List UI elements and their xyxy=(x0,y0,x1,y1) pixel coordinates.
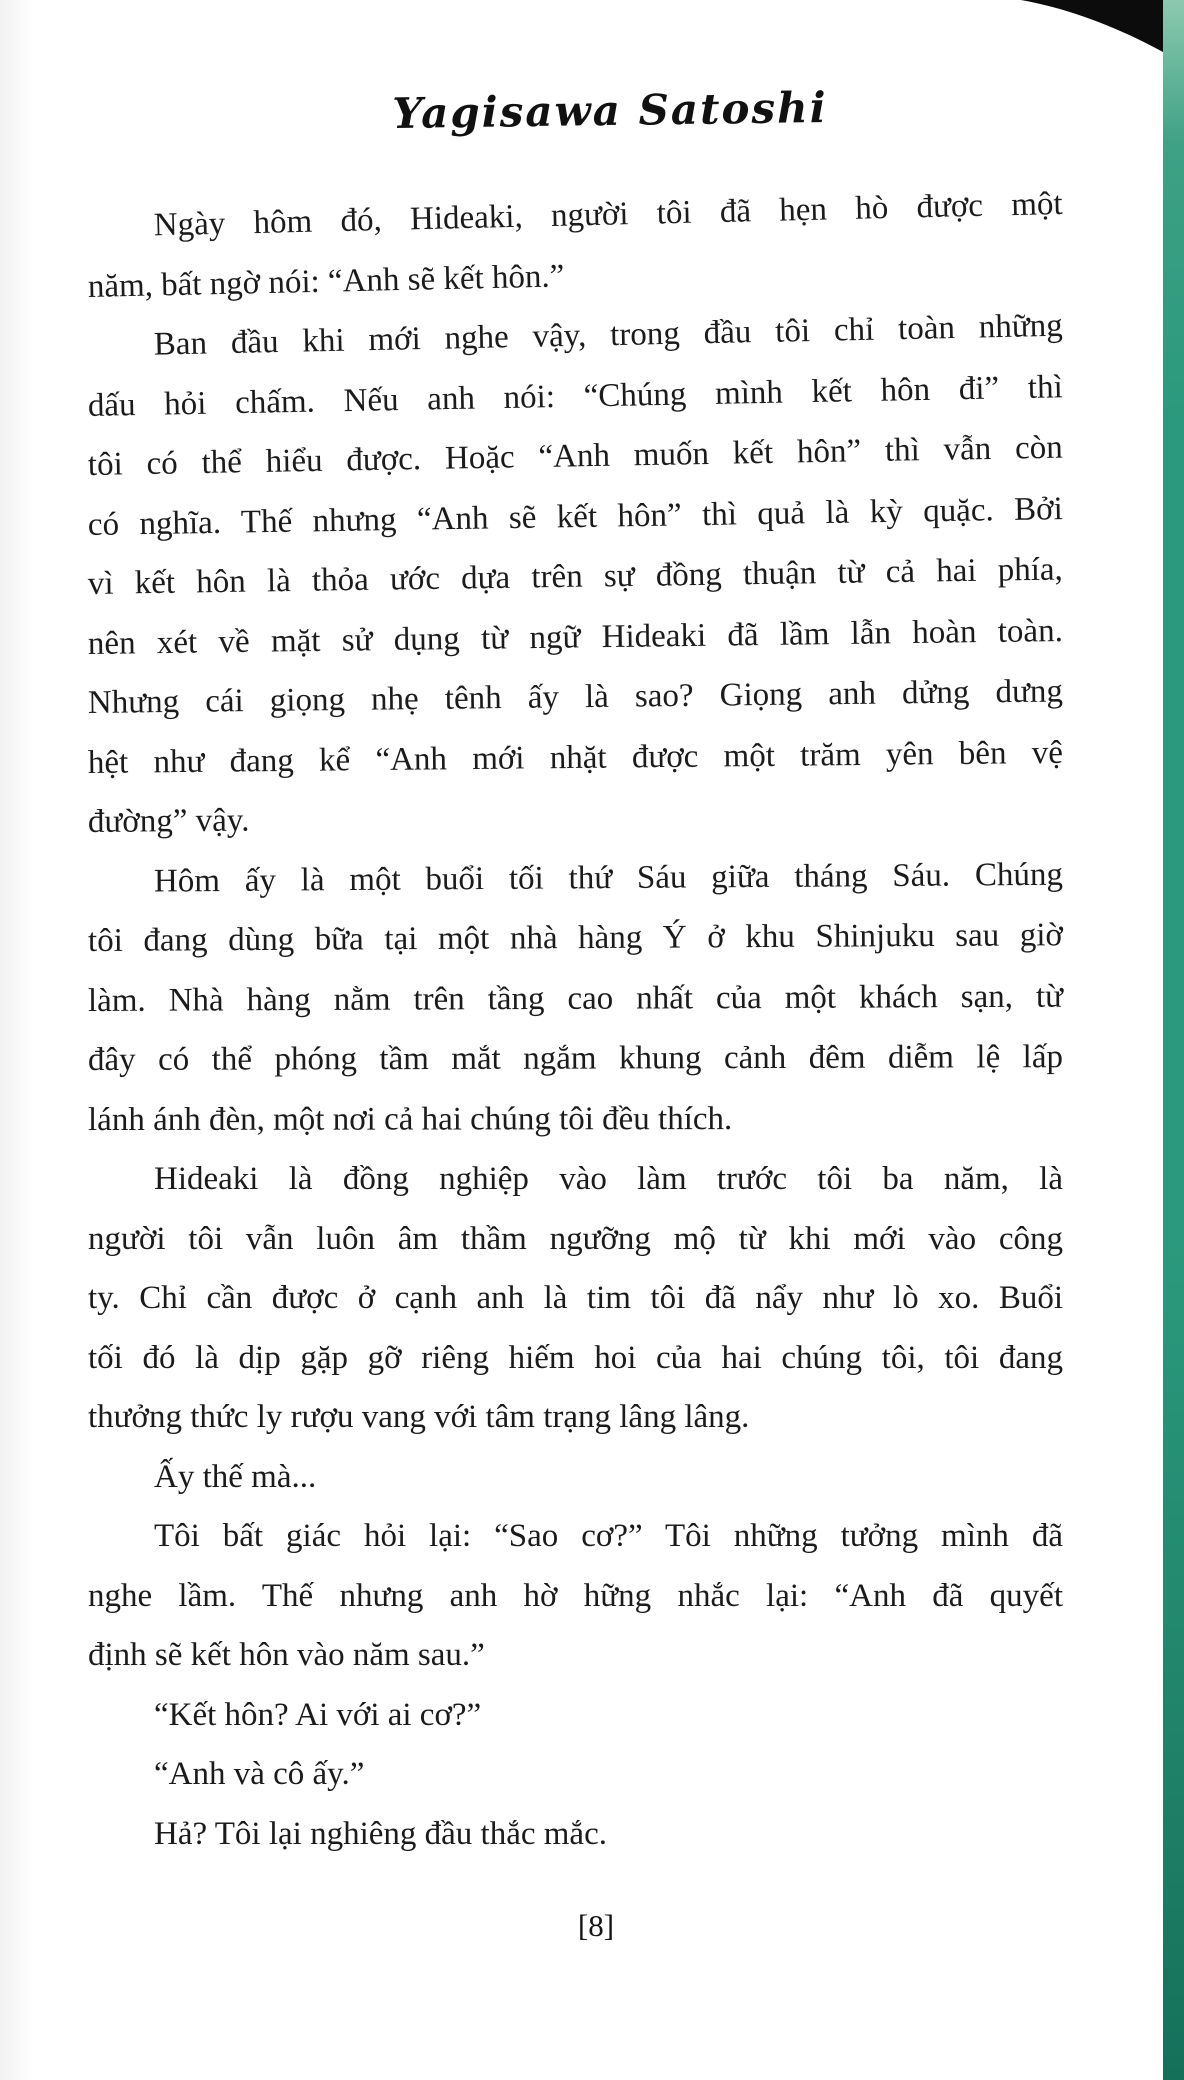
text-line: “Anh và cô ấy.” xyxy=(154,1756,365,1792)
text-line: Hôm ấy là một buổi tối thứ Sáu giữa tháng Sáu. Chúng xyxy=(153,856,1064,900)
text-line: hệt như đang kể “Anh mới nhặt được một trăm yên bên vệ xyxy=(87,734,1064,781)
text-line: tôi đang dùng bữa tại một nhà hàng Ý ở khu Shinjuku sau giờ xyxy=(87,917,1064,959)
text-line: lánh ánh đèn, một nơi cả hai chúng tôi đều thích. xyxy=(87,1100,733,1138)
text-line: Hideaki là đồng nghiệp vào làm trước tôi ba năm, là xyxy=(154,1161,1063,1197)
text-line: Tôi bất giác hỏi lại: “Sao cơ?” Tôi những tưởng mình đã xyxy=(154,1518,1063,1554)
text-line: nên xét về mặt sử dụng từ ngữ Hideaki đã lầm lẫn hoàn toàn. xyxy=(87,612,1064,662)
text-line: định sẽ kết hôn vào năm sau.” xyxy=(88,1637,485,1673)
text-line: đường” vậy. xyxy=(87,802,250,840)
author-header: Yagisawa Satoshi xyxy=(392,82,828,139)
text-line: vì kết hôn là thỏa ước dựa trên sự đồng thuận từ cả hai phía, xyxy=(87,551,1064,602)
page-corner-shadow xyxy=(1021,0,1163,66)
page-number: [8] xyxy=(577,1908,615,1943)
body-text xyxy=(87,185,1064,1864)
text-line: người tôi vẫn luôn âm thầm ngưỡng mộ từ khi mới vào công xyxy=(88,1220,1063,1257)
text-line: Hả? Tôi lại nghiêng đầu thắc mắc. xyxy=(154,1815,607,1852)
text-line: Ban đầu khi mới nghe vậy, trong đầu tôi chỉ toàn những xyxy=(153,307,1064,363)
text-line: nghe lầm. Thế nhưng anh hờ hững nhắc lại: “Anh đã quyết xyxy=(88,1577,1063,1614)
text-line: Ấy thế mà... xyxy=(154,1458,317,1495)
text-line: tôi có thể hiểu được. Hoặc “Anh muốn kết hôn” thì vẫn còn xyxy=(87,429,1064,483)
page-left-shading xyxy=(0,0,34,2080)
text-line: Ngày hôm đó, Hideaki, người tôi đã hẹn hò được một xyxy=(153,185,1063,244)
text-line: năm, bất ngờ nói: “Anh sẽ kết hôn.” xyxy=(87,257,565,305)
text-line: dấu hỏi chấm. Nếu anh nói: “Chúng mình kết hôn đi” thì xyxy=(87,368,1064,424)
book-edge-strip xyxy=(1163,0,1184,2080)
text-line: thưởng thức ly rượu vang với tâm trạng lâng lâng. xyxy=(88,1399,750,1435)
text-line: Nhưng cái giọng nhẹ tênh ấy là sao? Giọng anh dửng dưng xyxy=(87,673,1064,721)
text-line: làm. Nhà hàng nằm trên tầng cao nhất của một khách sạn, từ xyxy=(87,978,1064,1019)
text-line: đây có thể phóng tầm mắt ngắm khung cảnh đêm diễm lệ lấp xyxy=(87,1039,1064,1078)
text-line: ty. Chỉ cần được ở cạnh anh là tim tôi đã nẩy như lò xo. Buổi xyxy=(88,1280,1063,1316)
text-line: tối đó là dịp gặp gỡ riêng hiếm hoi của hai chúng tôi, tôi đang xyxy=(88,1339,1063,1376)
text-line: “Kết hôn? Ai với ai cơ?” xyxy=(154,1696,482,1733)
text-line: có nghĩa. Thế nhưng “Anh sẽ kết hôn” thì quả là kỳ quặc. Bởi xyxy=(87,490,1064,543)
